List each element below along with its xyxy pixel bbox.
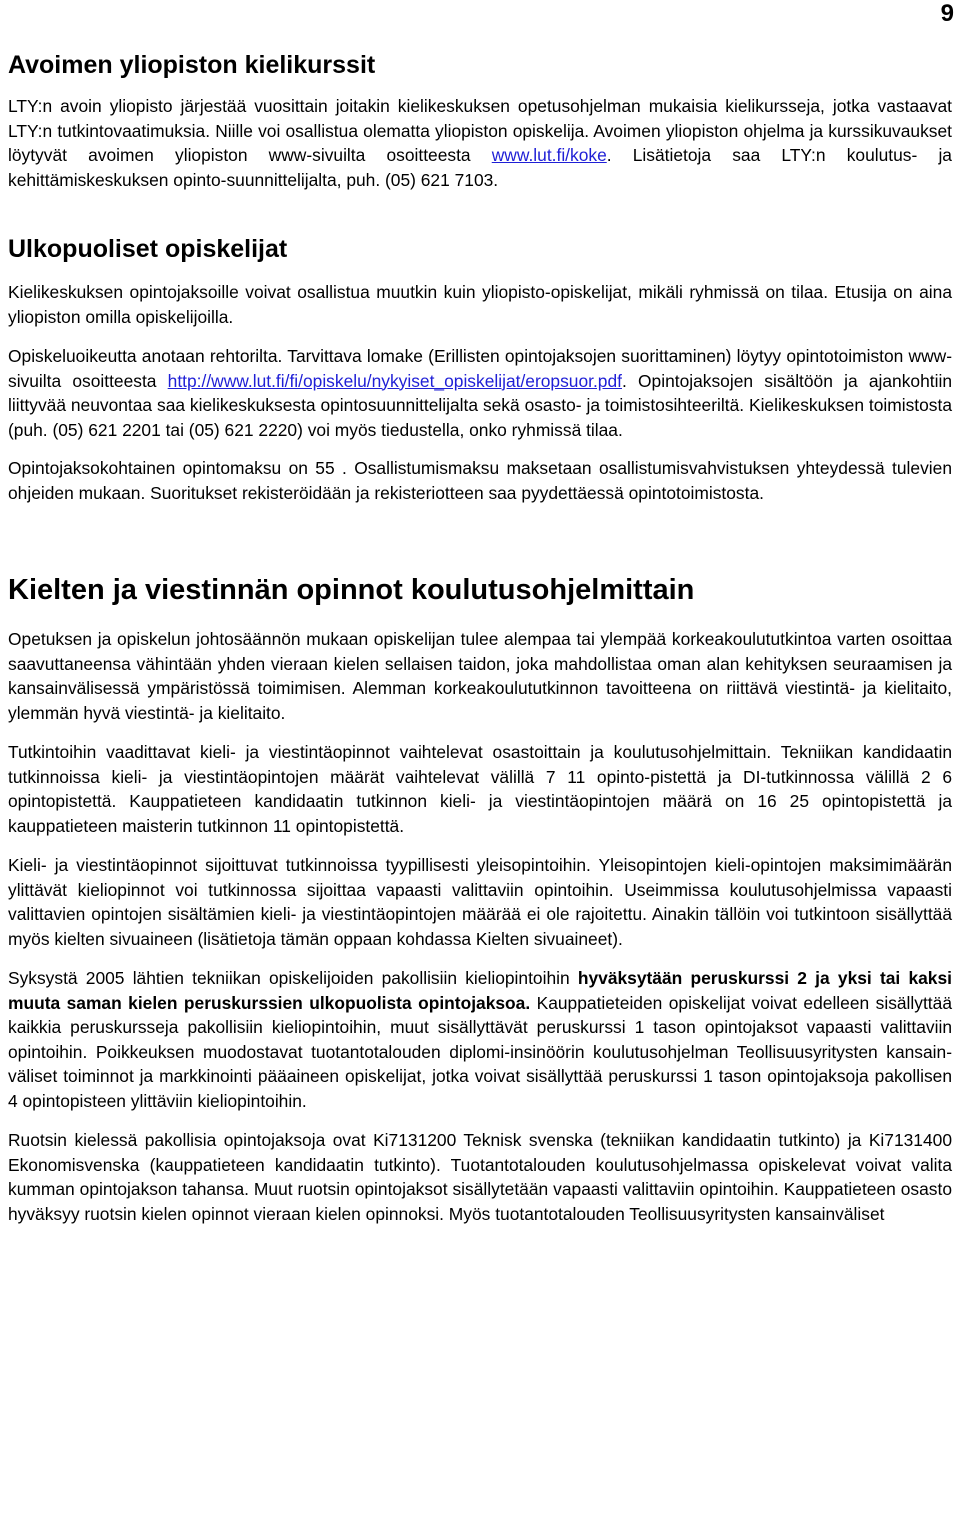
paragraph-languages-1: Opetuksen ja opiskelun johtosäännön mukaan opiskelijan tulee alempaa tai ylempää korkeakoulututkintoa varten osoittaa saavuttaneensa vähintään yhden vieraan kielen sellaisen taidon, joka mahdollistaa oman alan kehityksen seuraamisen ja kansainvälisessä ympäristössä toimimisen. Alemman korkeakoulututkinnon tavoitteena on riittävä viestintä- ja kielitaito, ylemmän hyvä viestintä- ja kielitaito.	[8, 629, 952, 723]
paragraph-open-university	[8, 94, 952, 192]
paragraph-languages-2: Tutkintoihin vaadittavat kieli- ja viestintäopinnot vaihtelevat osastoittain ja koulutusohjelmittain. Tekniikan kandidaatin tutkinnoissa kieli- ja viestintäopintojen määrät vaihtelevat välillä 7 11 opinto-pistettä ja DI-tutkinnossa välillä 2 6 opintopistettä. Kauppatieteen kandidaatin tutkinnon kieli- ja viestintäopintojen määrä on 16 25 opintopistettä ja kauppatieteen maisterin tutkinnon 11 opintopistettä.	[8, 742, 952, 836]
text-segment: . Opintojaksojen sisältöön ja ajankohtiin liittyvää neuvontaa saa kielikeskuksesta opintosuunnittelijalta sekä osasto- ja toimistosihteeriltä. Kielikeskuksen toimistosta (puh. (05) 621 2201 tai (05) 621 2220) voi myös tiedustella, onko ryhmissä tilaa.	[8, 370, 952, 440]
text-segment: Kauppatieteiden opiskelijat voivat edelleen sisällyttää kaikkia peruskursseja pakollisiin kieliopintoihin, muut sisällyttävät peruskurssi 1 tason opintojaksot vapaasti valittaviin opintoihin. Poikkeuksen muodostavat tuotantotalouden diplomi-insinöörin koulutusohjelman Teollisuusyritysten kansain-väliset toiminnot ja markkinointi pääaineen opiskelijat, jotka voivat sisällyttää peruskurssi 1 tason opintojaksoja pakollisen 4 opintopisteen ylittäviin kieliopintoihin.	[8, 992, 952, 1111]
section-title-language-studies: Kielten ja viestinnän opinnot koulutusohjelmittain	[8, 574, 695, 606]
paragraph-external-3: Opintojaksokohtainen opintomaksu on 55 . Osallistumismaksu maksetaan osallistumisvahvistuksen yhteydessä tulevien ohjeiden mukaan. Suoritukset rekisteröidään ja rekisteriotteen saa pyydettäessä opintotoimistosta.	[8, 458, 952, 503]
paragraph-languages-3: Kieli- ja viestintäopinnot sijoittuvat tutkinnoissa tyypillisesti yleisopintoihin. Yleisopintojen kieli-opintojen maksimimäärän ylittävät kieliopinnot voi tutkinnossa sijoittaa vapaasti valittaviin opintoihin. Useimmissa koulutusohjelmissa vapaasti valittavien opintojen sisältämien kieli- ja viestintäopintojen määrää ei ole rajoitettu. Ainakin tällöin voi tutkintoon sisällyttää myös kielten sivuaineen (lisätietoja tämän oppaan kohdassa Kielten sivuaineet).	[8, 855, 952, 949]
section-title-external-students: Ulkopuoliset opiskelijat	[8, 235, 288, 263]
page-content	[8, 48, 952, 1226]
bold-text-segment: hyväksytään peruskurssi 2 ja yksi tai kaksi muuta saman kielen peruskurssien ulkopuolista opintojaksoa.	[8, 968, 952, 1013]
section-title-open-university: Avoimen yliopiston kielikurssit	[8, 51, 376, 79]
text-segment: LTY:n avoin yliopisto järjestää vuosittain joitakin kielikeskuksen opetusohjelman mukaisia kielikursseja, jotka vastaavat LTY:n tutkintovaatimuksia. Niille voi osallistua olematta yliopiston opiskelija. Avoimen yliopiston ohjelma ja kurssikuvaukset löytyvät avoimen yliopiston www-sivuilta osoitteesta	[8, 96, 952, 165]
text-segment: Opiskeluoikeutta anotaan rehtorilta. Tarvittava lomake (Erillisten opintojaksojen suorittaminen) löytyy opintotoimiston www-sivuilta osoitteesta	[8, 346, 952, 391]
paragraph-languages-4	[8, 966, 952, 1113]
text-segment: . Lisätietoja saa LTY:n koulutus- ja kehittämiskeskuksen opinto-suunnittelijalta, puh. (05) 621 7103.	[8, 145, 952, 190]
eropsuor-pdf-link[interactable]: http://www.lut.fi/fi/opiskelu/nykyiset_opiskelijat/eropsuor.pdf	[167, 370, 622, 391]
page-number: 9	[940, 0, 954, 27]
paragraph-external-1: Kielikeskuksen opintojaksoille voivat osallistua muutkin kuin yliopisto-opiskelijat, mikäli ryhmissä on tilaa. Etusija on aina yliopiston omilla opiskelijoilla.	[8, 282, 952, 327]
text-segment: Syksystä 2005 lähtien tekniikan opiskelijoiden pakollisiin kieliopintoihin	[8, 968, 578, 988]
paragraph-languages-5: Ruotsin kielessä pakollisia opintojaksoja ovat Ki7131200 Teknisk svenska (tekniikan kandidaatin tutkinto) ja Ki7131400 Ekonomisvenska (kauppatieteen kandidaatin tutkinto). Tuotantotalouden koulutusohjelmassa opiskelevat voivat valita kumman opintojakson tahansa. Muut ruotsin opintojaksot sisällytetään vapaasti valittaviin opintoihin. Kauppatieteen osasto hyväksyy ruotsin kielen opinnot vieraan kielen opinnoksi. Myös tuotantotalouden Teollisuusyritysten kansainväliset	[8, 1130, 952, 1224]
paragraph-external-2	[8, 344, 952, 442]
koke-link[interactable]: www.lut.fi/koke	[491, 145, 607, 165]
